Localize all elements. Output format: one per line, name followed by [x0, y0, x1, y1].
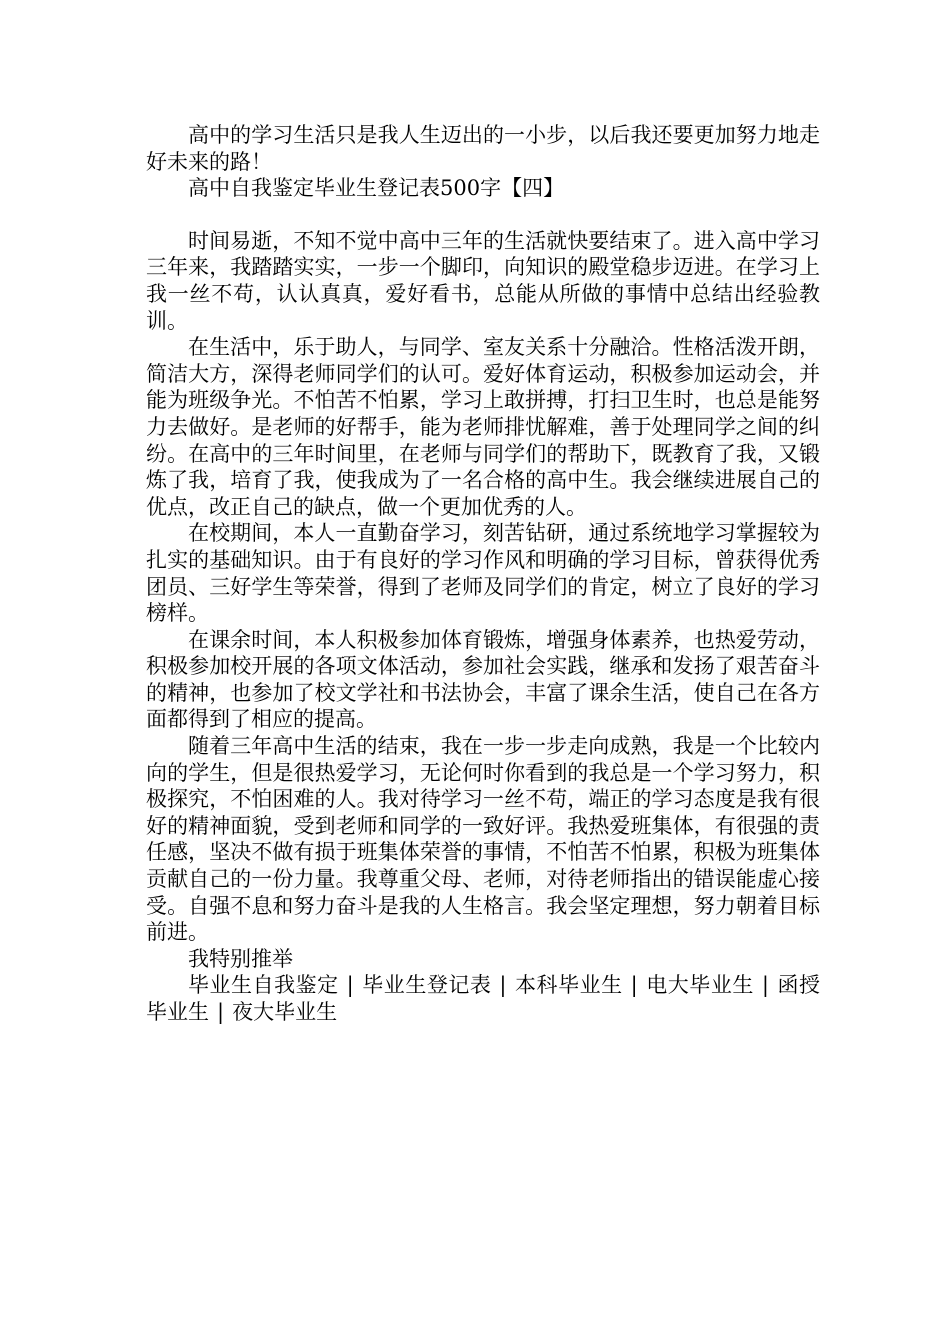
link-graduate-registration-form[interactable]: 毕业生登记表: [361, 973, 492, 998]
body-paragraph: 在校期间，本人一直勤奋学习，刻苦钻研，通过系统地学习掌握较为扎实的基础知识。由于有良好的学习作风和明确的学习目标，曾获得优秀团员、三好学生等荣誉，得到了老师及同学们的肯定，树立了良好的学习榜样。: [146, 521, 820, 626]
link-night-school-graduate[interactable]: 夜大毕业生: [232, 1000, 338, 1024]
body-paragraph: 随着三年高中生活的结束，我在一步一步走向成熟，我是一个比较内向的学生，但是很热爱学习，无论何时你看到的我总是一个学习努力，积极探究，不怕困难的人。我对待学习一丝不苟，端正的学习态度是我有很好的精神面貌，受到老师和同学的一致好评。我热爱班集体，有很强的责任感，坚决不做有损于班集体荣誉的事情，不怕苦不怕累，积极为班集体贡献自己的一份力量。我尊重父母、老师，对待老师指出的错误能虚心接受。自强不息和努力奋斗是我的人生格言。我会坚定理想，努力朝着目标前进。: [146, 734, 820, 945]
link-separator: |: [630, 973, 638, 998]
link-undergraduate[interactable]: 本科毕业生: [514, 973, 623, 998]
blank-line: [146, 202, 820, 228]
recommend-label: 我特别推举: [188, 946, 293, 971]
link-correspondence-graduate[interactable]: 函授毕业生: [146, 973, 821, 1024]
link-tv-university-graduate[interactable]: 电大毕业生: [645, 973, 754, 998]
link-separator: |: [499, 973, 507, 998]
section-heading: 高中自我鉴定毕业生登记表500字【四】: [188, 176, 565, 201]
intro-paragraph: 高中的学习生活只是我人生迈出的一小步，以后我还要更加努力地走好未来的路！: [146, 123, 820, 174]
document-page: [146, 122, 820, 1026]
link-separator: |: [217, 1000, 225, 1024]
body-paragraph: 在课余时间，本人积极参加体育锻炼，增强身体素养，也热爱劳动，积极参加校开展的各项文体活动，参加社会实践，继承和发扬了艰苦奋斗的精神，也参加了校文学社和书法协会，丰富了课余生活，使自己在各方面都得到了相应的提高。: [146, 627, 820, 732]
link-separator: |: [346, 973, 354, 998]
body-paragraph: 时间易逝，不知不觉中高中三年的生活就快要结束了。进入高中学习三年来，我踏踏实实，一步一个脚印，向知识的殿堂稳步迈进。在学习上我一丝不苟，认认真真，爱好看书，总能从所做的事情中总结出经验教训。: [146, 228, 820, 333]
link-separator: |: [761, 973, 769, 998]
related-links: [146, 972, 820, 1025]
link-graduate-self-assessment[interactable]: 毕业生自我鉴定: [188, 973, 339, 998]
body-paragraph: 在生活中，乐于助人，与同学、室友关系十分融洽。性格活泼开朗，简洁大方，深得老师同学们的认可。爱好体育运动，积极参加运动会，并能为班级争光。不怕苦不怕累，学习上敢拼搏，打扫卫生时，也总是能努力去做好。是老师的好帮手，能为老师排忧解难，善于处理同学之间的纠纷。在高中的三年时间里，在老师与同学们的帮助下，既教育了我，又锻炼了我，培育了我，使我成为了一名合格的高中生。我会继续进展自己的优点，改正自己的缺点，做一个更加优秀的人。: [146, 335, 820, 519]
